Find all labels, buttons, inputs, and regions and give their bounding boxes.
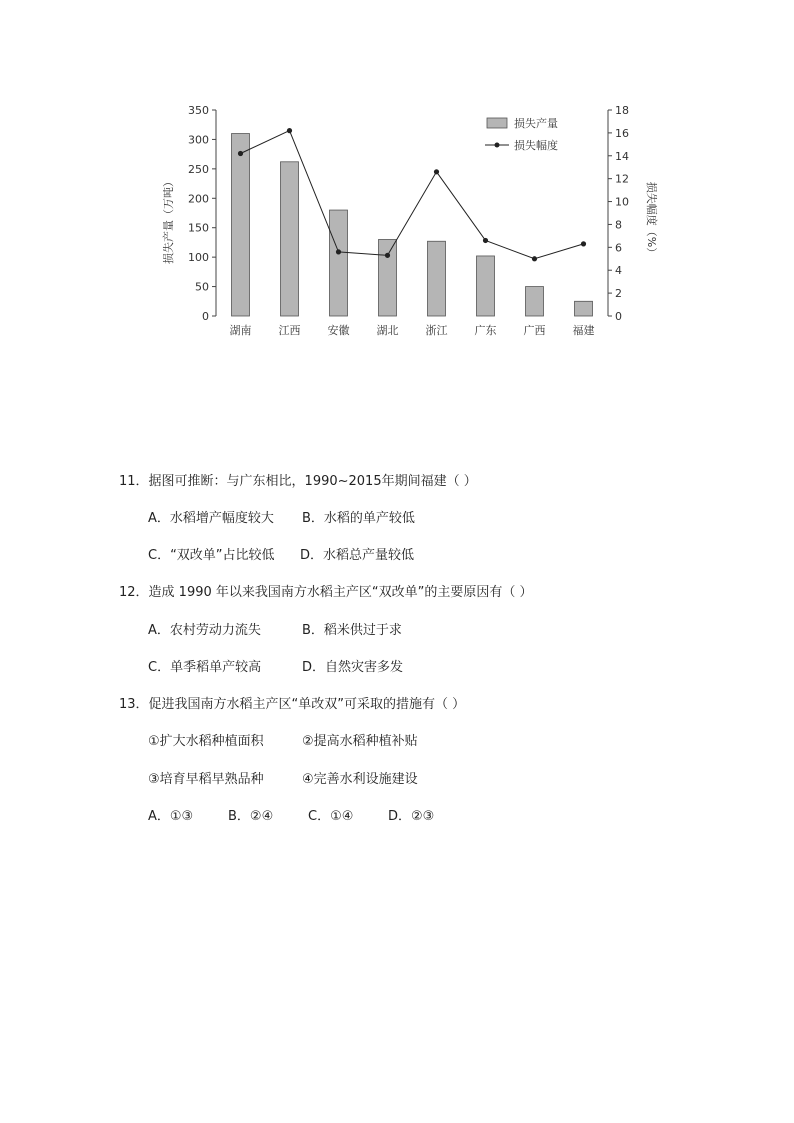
question-13-statement-4: ④完善水利设施建设 bbox=[302, 772, 418, 787]
line-point-湖南 bbox=[238, 151, 243, 156]
bar-湖南 bbox=[232, 134, 250, 316]
chart-legend bbox=[485, 116, 558, 152]
y-right-tick-label: 0 bbox=[615, 310, 622, 323]
x-tick-label: 广西 bbox=[523, 324, 546, 337]
question-13-option-a[interactable]: A．①③ bbox=[148, 809, 194, 824]
y-left-tick-label: 150 bbox=[188, 221, 209, 235]
legend-line-label: 损失幅度 bbox=[514, 139, 558, 152]
question-11-option-d[interactable]: D．水稻总产量较低 bbox=[300, 548, 415, 563]
y-left-tick-label: 300 bbox=[188, 133, 209, 147]
bar-湖北 bbox=[379, 239, 397, 316]
y-right-tick-label: 8 bbox=[615, 218, 622, 232]
y-right-tick-label: 14 bbox=[615, 149, 629, 163]
line-point-浙江 bbox=[434, 169, 439, 174]
y-axis-right-title: 损失幅度（%） bbox=[645, 181, 658, 259]
bar-福建 bbox=[575, 301, 593, 316]
line-point-安徽 bbox=[336, 249, 341, 254]
question-12-option-d[interactable]: D．自然灾害多发 bbox=[302, 660, 404, 675]
x-tick-label: 安徽 bbox=[327, 324, 350, 337]
x-tick-label: 福建 bbox=[572, 324, 595, 337]
line-point-福建 bbox=[581, 241, 586, 246]
legend-bar-label: 损失产量 bbox=[514, 117, 558, 130]
y-axis-left-title: 损失产量（万吨） bbox=[162, 176, 175, 264]
y-axis-right bbox=[608, 104, 629, 323]
bar-series bbox=[232, 134, 593, 316]
y-right-tick-label: 12 bbox=[615, 172, 629, 186]
question-13-option-b[interactable]: B．②④ bbox=[228, 809, 274, 824]
question-12-option-b[interactable]: B．稻米供过于求 bbox=[302, 623, 402, 638]
bar-广西 bbox=[526, 287, 544, 316]
question-13-option-d[interactable]: D．②③ bbox=[388, 809, 435, 824]
line-point-湖北 bbox=[385, 253, 390, 258]
question-13-statement-3: ③培育早稻早熟品种 bbox=[148, 772, 264, 787]
question-13-statement-1: ①扩大水稻种植面积 bbox=[148, 734, 264, 749]
x-axis-labels bbox=[230, 323, 595, 337]
legend-bar-swatch bbox=[487, 118, 507, 128]
y-right-tick-label: 4 bbox=[615, 264, 622, 278]
x-tick-label: 湖南 bbox=[229, 324, 252, 337]
y-left-tick-label: 200 bbox=[188, 192, 209, 206]
line-point-江西 bbox=[287, 128, 292, 133]
question-12-option-c[interactable]: C．单季稻单产较高 bbox=[148, 660, 262, 675]
bar-广东 bbox=[477, 256, 495, 316]
y-right-tick-label: 6 bbox=[615, 241, 622, 255]
line-point-广东 bbox=[483, 238, 488, 243]
x-tick-label: 浙江 bbox=[425, 324, 448, 337]
question-11-option-b[interactable]: B．水稻的单产较低 bbox=[302, 511, 415, 526]
bar-浙江 bbox=[428, 241, 446, 316]
y-left-tick-label: 250 bbox=[188, 162, 209, 176]
x-tick-label: 湖北 bbox=[376, 324, 399, 337]
question-12-stem: 12．造成 1990 年以来我国南方水稻主产区“双改单”的主要原因有（ ） bbox=[119, 585, 533, 600]
question-13-stem: 13．促进我国南方水稻主产区“单改双”可采取的措施有（ ） bbox=[119, 697, 466, 712]
y-left-tick-label: 100 bbox=[188, 251, 209, 265]
y-right-tick-label: 18 bbox=[615, 104, 629, 117]
y-right-tick-label: 16 bbox=[615, 126, 629, 140]
y-left-tick-label: 0 bbox=[202, 310, 209, 323]
question-11-option-c[interactable]: C．“双改单”占比较低 bbox=[148, 548, 275, 563]
loss-chart bbox=[160, 96, 658, 346]
x-tick-label: 广东 bbox=[474, 324, 497, 337]
bar-安徽 bbox=[330, 210, 348, 316]
question-11-stem: 11．据图可推断：与广东相比，1990~2015年期间福建（ ） bbox=[119, 474, 477, 489]
question-13-statement-2: ②提高水稻种植补贴 bbox=[302, 734, 418, 749]
bar-江西 bbox=[281, 162, 299, 316]
y-left-tick-label: 50 bbox=[195, 280, 209, 294]
legend-line-marker bbox=[495, 143, 500, 148]
line-point-广西 bbox=[532, 256, 537, 261]
y-left-tick-label: 350 bbox=[188, 104, 209, 117]
x-tick-label: 江西 bbox=[278, 324, 301, 337]
question-13-option-c[interactable]: C．①④ bbox=[308, 809, 354, 824]
y-right-tick-label: 10 bbox=[615, 195, 629, 209]
question-12-option-a[interactable]: A．农村劳动力流失 bbox=[148, 623, 261, 638]
y-axis-left bbox=[188, 104, 216, 323]
y-right-tick-label: 2 bbox=[615, 287, 622, 301]
question-11-option-a[interactable]: A．水稻增产幅度较大 bbox=[148, 511, 274, 526]
